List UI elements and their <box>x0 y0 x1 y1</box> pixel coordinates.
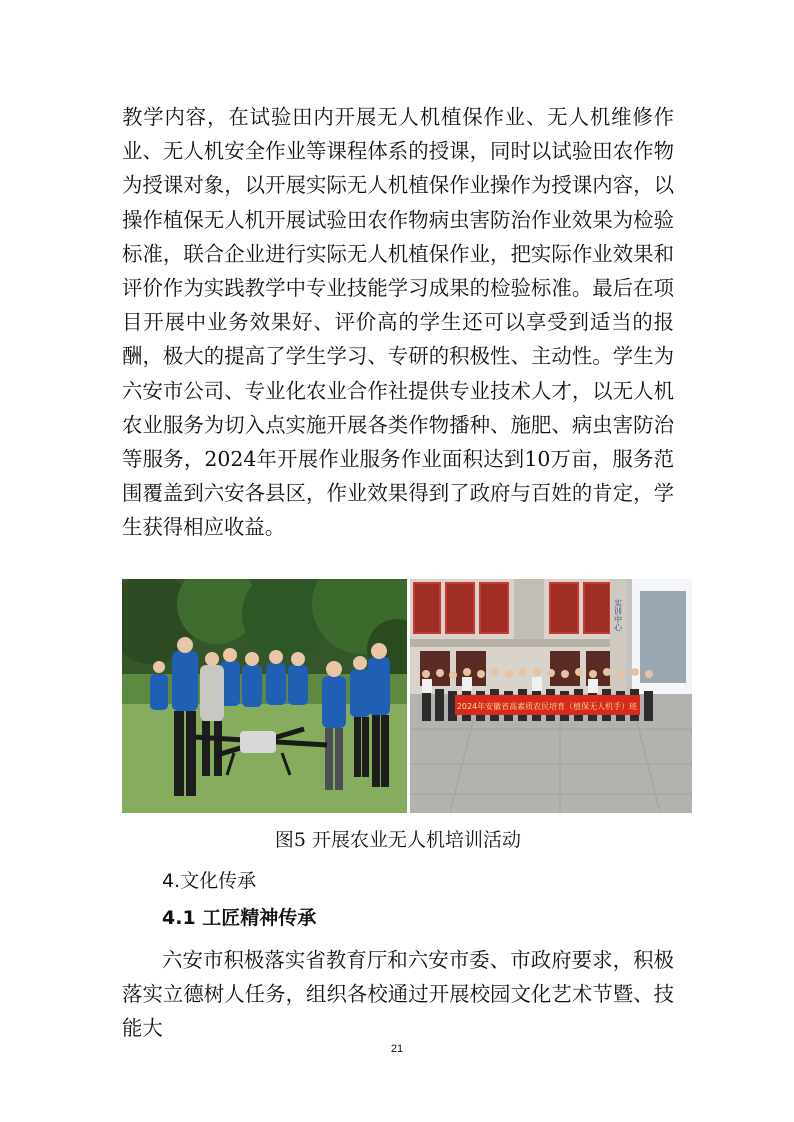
building-sign: 实训中心 <box>613 599 623 631</box>
body-paragraph-1: 教学内容，在试验田内开展无人机植保作业、无人机维修作业、无人机安全作业等课程体系的授课，同时以试验田农作物为授课对象，以开展实际无人机植保作业操作为授课内容，以操作植保无人机开展试验田农作物病虫害防治作业效果为检验标准，联合企业进行实际无人机植保作业，把实际作业效果和评价作为实践教学中专业技能学习成果的检验标准。最后在项目开展中业务效果好、评价高的学生还可以享受到适当的报酬，极大的提高了学生学习、专研的积极性、主动性。学生为六安市公司、专业化农业合作社提供专业技术人才，以无人机农业服务为切入点实施开展各类作物播种、施肥、病虫害防治等服务，2024年开展作业服务作业面积达到10万亩，服务范围覆盖到六安各县区，作业效果得到了政府与百姓的肯定，学生获得相应收益。 <box>122 105 674 540</box>
figure-caption: 图5 开展农业无人机培训活动 <box>274 829 522 851</box>
banner-text: 2024年安徽省高素质农民培育（植保无人机手）班 <box>456 702 638 711</box>
body-paragraph-2: 六安市积极落实省教育厅和六安市委、市政府要求，积极落实立德树人任务，组织各校通过开展校园文化艺术节暨、技能大 <box>122 948 674 1041</box>
photo-training-group-banner <box>410 579 692 813</box>
section-heading: 4.文化传承 <box>162 870 257 892</box>
photo-drone-training-field <box>122 579 407 813</box>
page-number: 21 <box>390 1043 404 1055</box>
subsection-heading: 4.1 工匠精神传承 <box>162 907 317 929</box>
